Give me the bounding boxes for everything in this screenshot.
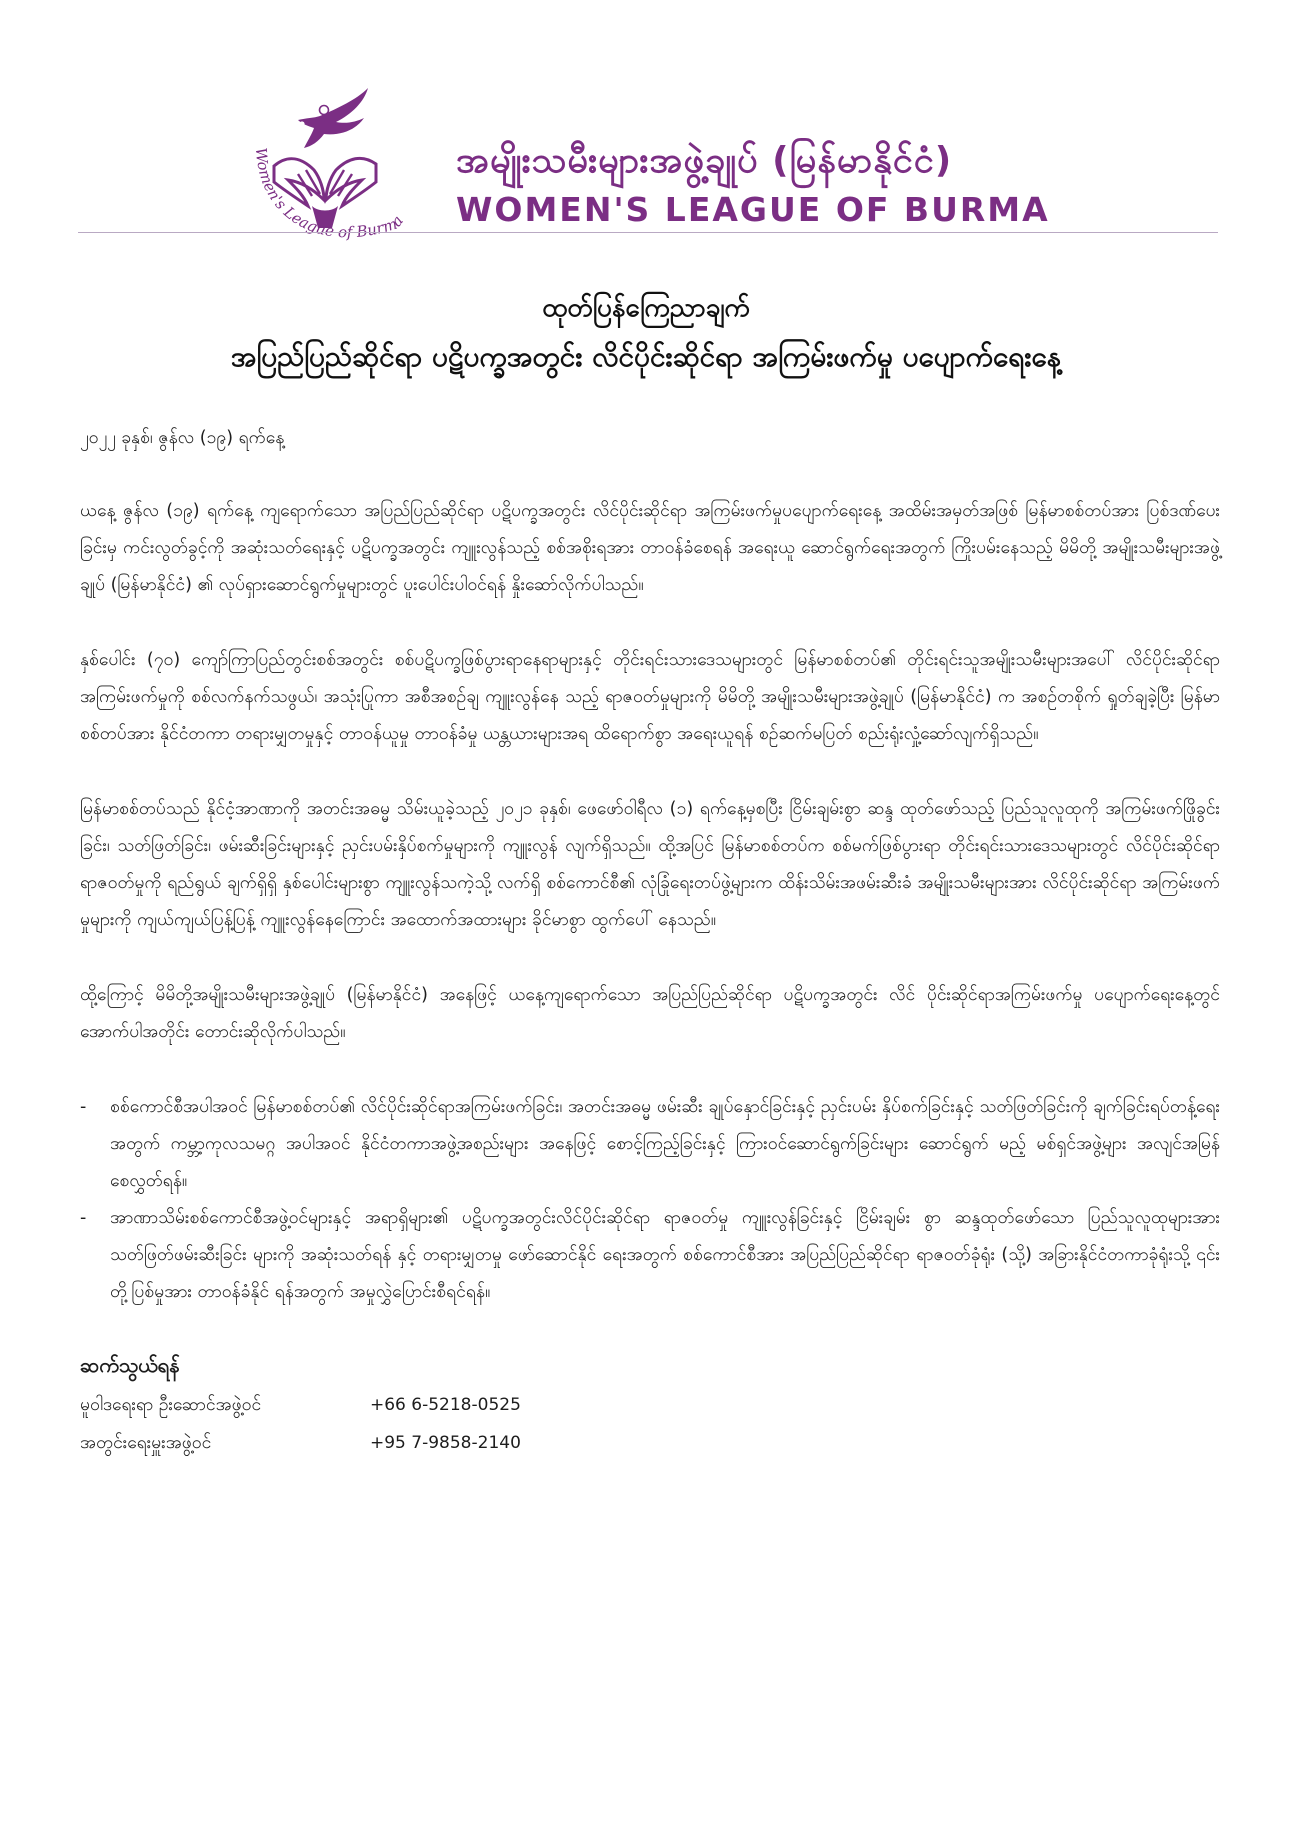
contact-heading: ဆက်သွယ်ရန် [80, 1353, 180, 1377]
svg-text:Women's League of Burma [252, 147, 407, 241]
header-divider [78, 232, 1218, 233]
letterhead [78, 78, 1218, 258]
demand-item [80, 1089, 1220, 1200]
demand-text: အာဏာသိမ်းစစ်ကောင်စီအဖွဲ့ဝင်များနှင့် အရာရှိများ၏ ပဋိပက္ခအတွင်းလိင်ပိုင်းဆိုင်ရာ ရာဇဝတ်မှု ကျူးလွန်ခြင်းနှင့် ငြိမ်းချမ်း စွာ ဆန္ဒထုတ်ဖော်သော ပြည်သူလူထုများအား သတ်ဖြတ်ဖမ်းဆီးခြင်း များကို အဆုံးသတ်ရန် နှင့် တရားမျှတမှု ဖော်ဆောင်နိုင် ရေးအတွက် စစ်ကောင်စီအား အပြည်ပြည်ဆိုင်ရာ ရာဇဝတ်ခုံရုံး (သို့) အခြားနိုင်ငံတကာခုံရုံးသို့ ၎င်းတို့ပြစ်မှုအား တာဝန်ခံနိုင် ရန်အတွက် အမှုလွှဲပြောင်းစီရင်ရန်။ [110, 1208, 1220, 1302]
org-name-english: WOMEN'S LEAGUE OF BURMA [456, 190, 1050, 229]
contact-phone[interactable]: +66 6-5218-0525 [370, 1394, 521, 1415]
document-title: အပြည်ပြည်ဆိုင်ရာ ပဋိပက္ခအတွင်း လိင်ပိုင်းဆိုင်ရာ အကြမ်းဖက်မှု ပပျောက်ရေးနေ့ [230, 340, 1062, 373]
paragraph: ထို့ကြောင့် မိမိတို့အမျိုးသမီးများအဖွဲ့ချုပ် (မြန်မာနိုင်ငံ) အနေဖြင့် ယနေ့ကျရောက်သော အပြည်ပြည်ဆိုင်ရာ ပဋိပက္ခအတွင်း လိင် ပိုင်းဆိုင်ရာအကြမ်းဖက်မှု ပပျောက်ရေးနေ့တွင် အောက်ပါအတိုင်း တောင်းဆိုလိုက်ပါသည်။ [80, 985, 1220, 1042]
contact-role: အတွင်းရေးမှူးအဖွဲ့ဝင် [80, 1432, 212, 1453]
contact-role: မူဝါဒရေးရာ ဦးဆောင်အဖွဲ့ဝင် [80, 1394, 262, 1415]
contact-row [80, 1424, 1220, 1462]
statement-body [80, 420, 1220, 1462]
demand-item [80, 1200, 1220, 1311]
contact-section [80, 1347, 1220, 1462]
paragraph: ယနေ့ ဇွန်လ (၁၉) ရက်နေ့ ကျရောက်သော အပြည်ပြည်ဆိုင်ရာ ပဋိပက္ခအတွင်း လိင်ပိုင်းဆိုင်ရာ အကြမ်းဖက်မှုပပျောက်ရေးနေ့ အထိမ်းအမှတ်အဖြစ် မြန်မာစစ်တပ်အား ပြစ်ဒဏ်ပေးခြင်းမှ ကင်းလွတ်ခွင့်ကို အဆုံးသတ်ရေးနှင့် ပဋိပက္ခအတွင်း ကျူးလွန်သည့် စစ်အစိုးရအား တာဝန်ခံစေရန် အရေးယူ ဆောင်ရွက်ရေးအတွက် ကြိုးပမ်းနေသည့် မိမိတို့ အမျိုးသမီးများအဖွဲ့ချုပ် (မြန်မာနိုင်ငံ) ၏ လုပ်ရှားဆောင်ရွက်မှုများတွင် ပူးပေါင်းပါဝင်ရန် နှိုးဆော်လိုက်ပါသည်။ [80, 501, 1220, 595]
demands-list [80, 1089, 1220, 1311]
contact-row [80, 1386, 1220, 1424]
demand-text: စစ်ကောင်စီအပါအဝင် မြန်မာစစ်တပ်၏ လိင်ပိုင်းဆိုင်ရာအကြမ်းဖက်ခြင်း၊ အတင်းအဓမ္မ ဖမ်းဆီး ချုပ်နှောင်ခြင်းနှင့် ညှင်းပမ်း နှိပ်စက်ခြင်းနှင့် သတ်ဖြတ်ခြင်းကို ချက်ခြင်းရပ်တန့်ရေးအတွက် ကမ္ဘာ့ကုလသမဂ္ဂ အပါအဝင် နိုင်ငံတကာအဖွဲ့အစည်းများ အနေဖြင့် စောင့်ကြည့်ခြင်းနှင့် ကြားဝင်ဆောင်ရွက်ခြင်းများ ဆောင်ရွက် မည့် မစ်ရှင်အဖွဲ့များ အလျင်အမြန် စေလွှတ်ရန်။ [110, 1097, 1220, 1191]
paragraph: မြန်မာစစ်တပ်သည် နိုင်ငံ့အာဏာကို အတင်းအဓမ္မ သိမ်းယူခဲ့သည့် ၂၀၂၁ ခုနှစ်၊ ဖေဖော်ဝါရီလ (၁) ရက်နေ့မှစပြီး ငြိမ်းချမ်းစွာ ဆန္ဒ ထုတ်ဖော်သည့် ပြည်သူလူထုကို အကြမ်းဖက်ဖြိုခွင်းခြင်း၊ သတ်ဖြတ်ခြင်း၊ ဖမ်းဆီးခြင်းများနှင့် ညှင်းပမ်းနှိပ်စက်မှုများကို ကျူးလွန် လျက်ရှိသည်။ ထို့အပြင် မြန်မာစစ်တပ်က စစ်မက်ဖြစ်ပွားရာ တိုင်းရင်းသားဒေသများတွင် လိင်ပိုင်းဆိုင်ရာ ရာဇဝတ်မှုကို ရည်ရွယ် ချက်ရှိရှိ နှစ်ပေါင်းများစွာ ကျူးလွန်သကဲ့သို့ လက်ရှိ စစ်ကောင်စီ၏ လုံခြုံရေးတပ်ဖွဲ့များက ထိန်းသိမ်းအဖမ်းဆီးခံ အမျိုးသမီးများအား လိင်ပိုင်းဆိုင်ရာ အကြမ်းဖက်မှုများကို ကျယ်ကျယ်ပြန့်ပြန့် ကျူးလွန်နေကြောင်း အထောက်အထားများ ခိုင်မာစွာ ထွက်ပေါ် နေသည်။ [80, 799, 1220, 930]
contact-phone[interactable]: +95 7-9858-2140 [370, 1432, 521, 1453]
logo-text: Women's League of Burma [251, 146, 407, 242]
list-dash: - [80, 1208, 87, 1228]
paragraph: နှစ်ပေါင်း (၇၀) ကျော်ကြာပြည်တွင်းစစ်အတွင်း စစ်ပဋိပက္ခဖြစ်ပွားရာနေရာများနှင့် တိုင်းရင်းသားဒေသများတွင် မြန်မာစစ်တပ်၏ တိုင်းရင်းသူအမျိုးသမီးများအပေါ် လိင်ပိုင်းဆိုင်ရာအကြမ်းဖက်မှုကို စစ်လက်နက်သဖွယ်၊ အသုံးပြုကာ အစီအစဉ်ချ ကျူးလွန်နေ သည့် ရာဇဝတ်မှုများကို မိမိတို့ အမျိုးသမီးများအဖွဲ့ချုပ် (မြန်မာနိုင်ငံ) က အစဉ်တစိုက် ရှုတ်ချခဲ့ပြီး မြန်မာစစ်တပ်အား နိုင်ငံတကာ တရားမျှတမှုနှင့် တာဝန်ယူမှု တာဝန်ခံမှု ယန္တယားများအရ ထိရောက်စွာ အရေးယူရန် စဉ်ဆက်မပြတ် စည်းရုံးလှုံ့ဆော်လျက်ရှိသည်။ [80, 650, 1220, 744]
list-dash: - [80, 1097, 87, 1117]
wlb-logo [228, 78, 428, 258]
org-name-burmese: အမျိုးသမီးများအဖွဲ့ချုပ် (မြန်မာနိုင်ငံ) [456, 140, 953, 181]
statement-date: ၂၀၂၂ ခုနှစ်၊ ဇွန်လ (၁၉) ရက်နေ့ [80, 428, 285, 448]
document-type: ထုတ်ပြန်ကြေညာချက် [542, 293, 750, 323]
